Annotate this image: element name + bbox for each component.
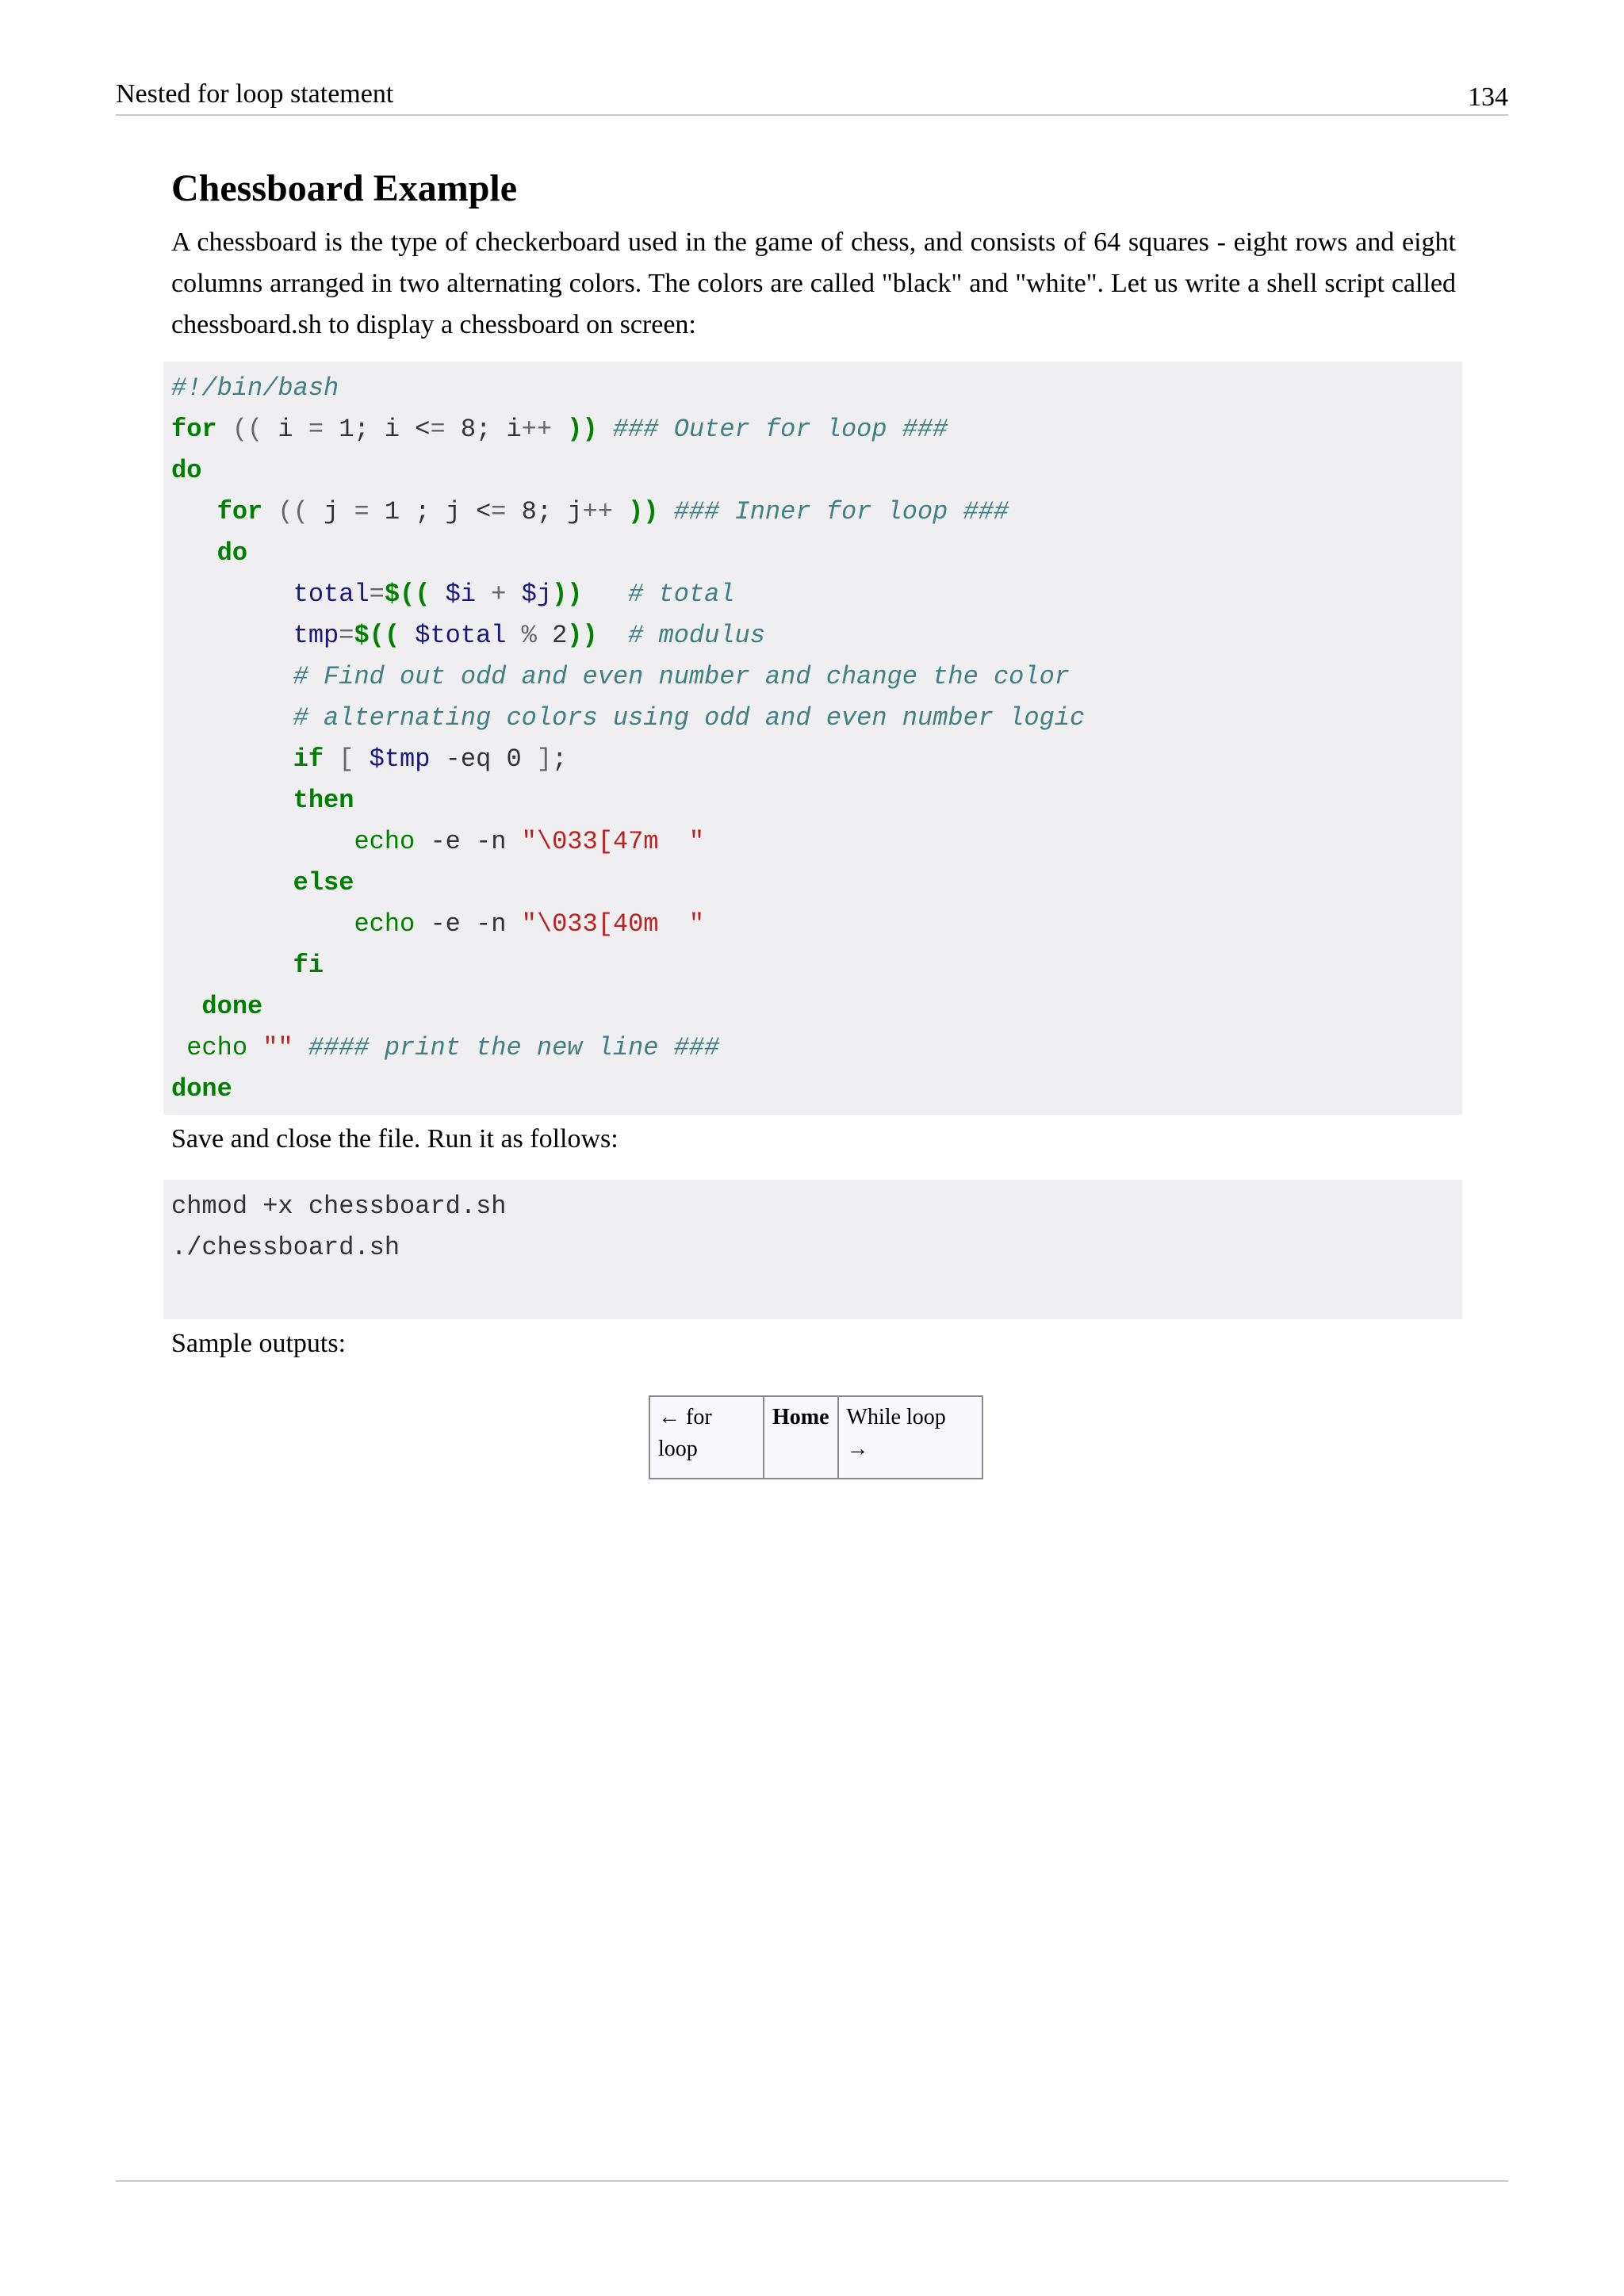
code-line: echo -e -n "\033[47m " [354,827,705,856]
code-line: for (( i = 1; i <= 8; i++ )) ### Outer for loop ### [171,415,948,444]
page-footer-rule [116,2180,1508,2182]
code-line: tmp=$(( $total % 2)) # modulus [293,621,765,650]
sample-outputs-label: Sample outputs: [171,1329,347,1358]
chapter-title: Nested for loop statement [116,79,394,109]
code-block-script [163,362,1462,1115]
code-line: done [201,992,263,1021]
section-content [171,162,1456,346]
home-link[interactable]: Home [764,1396,838,1479]
code-line: chmod +x chessboard.sh [171,1192,507,1221]
page-number: 134 [1468,82,1508,112]
code-line: total=$(( $i + $j)) # total [293,580,735,609]
navigation-table [649,1395,983,1479]
next-link-while-loop[interactable]: While loop → [838,1396,982,1479]
prev-link-for-loop[interactable]: ← for loop [649,1396,764,1479]
code-line: do [171,456,202,485]
save-instruction: Save and close the file. Run it as follows: [171,1124,619,1154]
page-header [116,76,1508,116]
code-line: else [293,868,354,897]
code-line: fi [293,951,324,980]
code-line: # Find out odd and even number and change the color [293,662,1070,691]
code-block-run [163,1180,1462,1319]
code-line: do [216,538,248,568]
code-line: echo -e -n "\033[40m " [354,909,705,939]
code-line: #!/bin/bash [171,373,339,403]
code-line: then [293,786,354,815]
code-line: echo "" #### print the new line ### [186,1033,720,1062]
code-line: ./chessboard.sh [171,1233,400,1262]
intro-paragraph: A chessboard is the type of checkerboard used in the game of chess, and consists of 64 squares - eight rows and eight columns arranged in two alternating colors. The colors are called "black" and "white". Let us write a shell script called chessboard.sh to display a chessboard on screen: [171,228,1456,339]
code-line: if [ $tmp -eq 0 ]; [293,744,568,774]
code-line: done [171,1074,232,1104]
code-line: for (( j = 1 ; j <= 8; j++ )) ### Inner for loop ### [216,497,1009,526]
section-heading: Chessboard Example [171,167,518,209]
code-line: # alternating colors using odd and even number logic [293,703,1086,733]
